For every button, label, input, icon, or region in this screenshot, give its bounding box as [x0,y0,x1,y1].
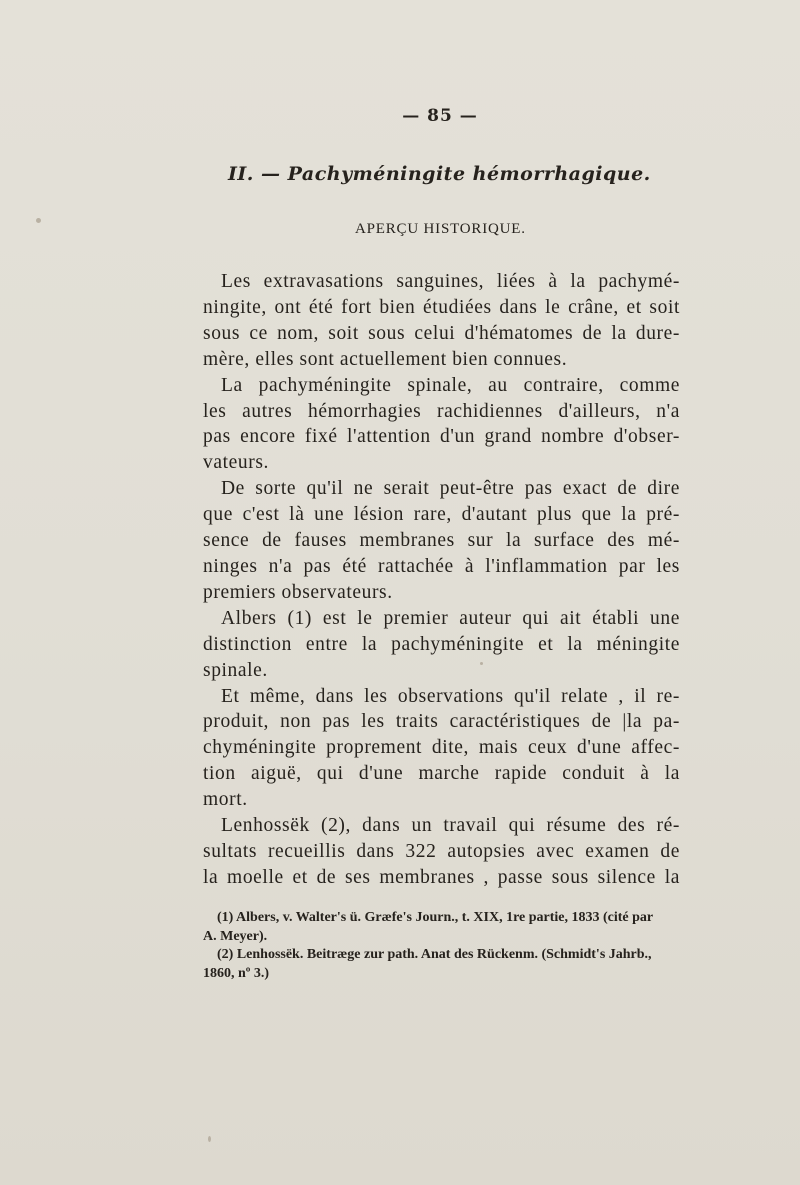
text-line: mort. [203,789,248,811]
page-number: — 85 — [402,106,478,126]
paragraph [203,813,680,891]
text-line: Et même, dans les observations qu'il relate , il re- [221,685,680,707]
text-line: sous ce nom, soit sous celui d'hématomes de la dure- [203,322,680,344]
text-line: De sorte qu'il ne serait peut-être pas exact de dire [221,478,680,500]
paragraph [203,476,680,606]
text-line: pas encore fixé l'attention d'un grand nombre d'obser- [203,426,680,448]
text-line: que c'est là une lésion rare, d'autant plus que la pré- [203,504,680,526]
text-line: chyméningite proprement dite, mais ceux d'une affec- [203,737,680,759]
text-line: premiers observateurs. [203,581,393,603]
text-line: ninges n'a pas été rattachée à l'inflammation par les [203,555,680,577]
paragraph [203,606,680,684]
footnote [203,946,693,983]
footnote-line: A. Meyer). [203,928,268,944]
paper-speck [480,662,483,665]
section-subtitle: APERÇU HISTORIQUE. [355,221,526,237]
paragraph [203,373,680,477]
text-line: distinction entre la pachyméningite et la méningite [203,633,680,655]
paragraph [203,269,680,373]
text-line: spinale. [203,659,268,681]
text-line: Albers (1) est le premier auteur qui ait établi une [221,607,680,629]
footnote-line: 1860, nº 3.) [203,965,270,981]
text-line: Lenhossëk (2), dans un travail qui résume des ré- [221,815,680,837]
text-line: La pachyméningite spinale, au contraire, comme [221,374,680,396]
paragraph [203,684,680,814]
section-title: II. — Pachyméningite hémorrhagique. [228,163,651,185]
footnote [203,909,693,946]
text-line: Les extravasations sanguines, liées à la pachymé- [221,271,680,292]
footnote-line: (2) Lenhossëk. Beitræge zur path. Anat des Rückenm. (Schmidt's Jahrb., [217,947,652,962]
text-line: vateurs. [203,452,269,474]
text-line: mère, elles sont actuellement bien connues. [203,348,568,370]
paper-speck [208,1136,211,1142]
text-line: sultats recueillis dans 322 autopsies avec examen de [203,840,680,862]
text-line: tion aiguë, qui d'une marche rapide conduit à la [203,763,680,785]
footnotes [203,909,693,983]
text-line: produit, non pas les traits caractéristiques de |la pa- [203,711,680,733]
paper-speck [36,218,41,223]
text-line: sence de fauses membranes sur la surface des mé- [203,530,680,552]
body-text [203,269,680,891]
text-line: la moelle et de ses membranes , passe sous silence la [203,866,680,888]
text-line: ningite, ont été fort bien étudiées dans le crâne, et soit [203,296,680,318]
footnote-line: (1) Albers, v. Walter's ü. Græfe's Journ., t. XIX, 1re partie, 1833 (cité par [217,910,654,925]
text-line: les autres hémorrhagies rachidiennes d'ailleurs, n'a [203,400,680,422]
